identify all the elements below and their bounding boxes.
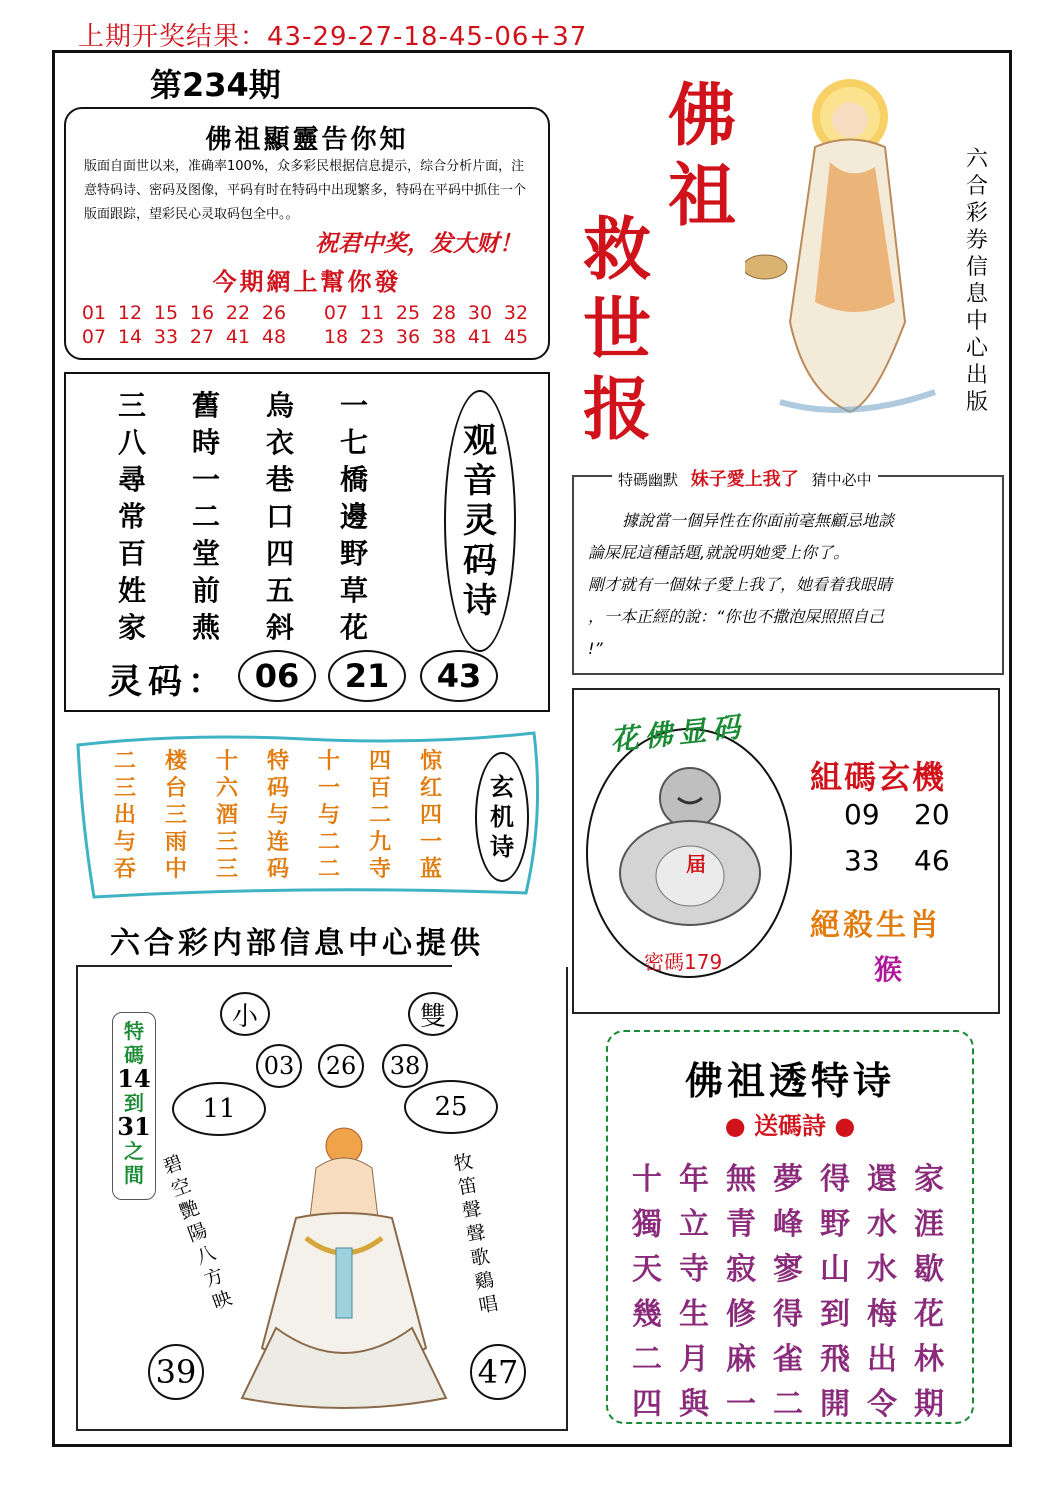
notice-number: 41 bbox=[225, 326, 251, 348]
xuanji-char: 特 bbox=[267, 748, 290, 774]
notice-number: 22 bbox=[225, 302, 251, 324]
fozu-char: 野 bbox=[820, 1207, 850, 1242]
fozu-poem-title: 佛祖透特诗 bbox=[684, 1058, 895, 1103]
notice-number: 26 bbox=[261, 302, 287, 324]
fozu-char: 雀 bbox=[773, 1342, 803, 1377]
fozu-char: 一 bbox=[726, 1387, 756, 1422]
poem-char: 時 bbox=[192, 426, 221, 459]
kill-value: 猴 bbox=[874, 953, 903, 986]
humor-label-right: 猜中必中 bbox=[811, 471, 872, 489]
poem-char: 一 bbox=[192, 463, 221, 496]
xuanji-side-label: 玄机诗 bbox=[475, 752, 529, 882]
last-result-label: 上期开奖结果： bbox=[78, 22, 268, 52]
notice-numbers-right bbox=[318, 302, 534, 348]
xuanji-poem-grid bbox=[114, 744, 471, 882]
xuanji-char: 一 bbox=[318, 775, 341, 801]
xuanji-char: 二 bbox=[369, 802, 392, 828]
notice-number: 16 bbox=[189, 302, 215, 324]
notice-number: 18 bbox=[323, 326, 349, 348]
humor-title: 妹子愛上我了 bbox=[690, 469, 799, 490]
fozu-char: 麻 bbox=[726, 1342, 756, 1377]
xuanji-char: 码 bbox=[267, 856, 290, 882]
range-line: 之 bbox=[124, 1139, 144, 1163]
fozu-char: 花 bbox=[914, 1297, 944, 1332]
combo-number: 09 bbox=[844, 798, 880, 831]
poem-char: 衣 bbox=[266, 426, 295, 459]
notice-number: 07 bbox=[81, 326, 107, 348]
buddha-secret-code: 密碼179 bbox=[644, 950, 723, 974]
poem-char: 四 bbox=[266, 537, 295, 570]
fozu-char: 獨 bbox=[632, 1207, 662, 1242]
guanyin-poem-box bbox=[64, 372, 550, 712]
fozu-poem-grid bbox=[632, 1154, 961, 1424]
title-char-fo: 佛 bbox=[668, 76, 737, 156]
combo-title: 組碼玄機 bbox=[810, 758, 947, 796]
fozu-char: 令 bbox=[867, 1387, 897, 1422]
title-char-jiu: 救 bbox=[583, 210, 652, 290]
poem-char: 常 bbox=[118, 500, 147, 533]
special-section-gap bbox=[452, 963, 570, 967]
bottom-left-number: 39 bbox=[148, 1344, 204, 1400]
humor-line: 論屎屁這種話題,就說明她愛上你了。 bbox=[588, 543, 850, 562]
xuanji-char: 三 bbox=[114, 775, 137, 801]
fozu-char: 出 bbox=[867, 1342, 897, 1377]
fozu-char: 月 bbox=[679, 1342, 709, 1377]
fozu-char: 立 bbox=[679, 1207, 709, 1242]
fozu-char: 山 bbox=[820, 1252, 850, 1287]
poem-char: 五 bbox=[266, 574, 295, 607]
left-verse: 碧空艷陽八方映 bbox=[160, 1151, 235, 1315]
humor-line: ，一本正經的說：“你也不撒泡屎照照自己 bbox=[588, 607, 885, 626]
range-line: 到 bbox=[124, 1091, 144, 1115]
special-range-box bbox=[112, 1012, 156, 1200]
xuanji-char: 码 bbox=[267, 775, 290, 801]
parity-label: 雙 bbox=[408, 992, 458, 1036]
fozu-char: 水 bbox=[867, 1252, 897, 1287]
fozu-char: 夢 bbox=[773, 1162, 803, 1197]
poem-char: 尋 bbox=[118, 463, 147, 496]
fozu-char: 二 bbox=[773, 1387, 803, 1422]
humor-line: 據說當一個异性在你面前毫無顧忌地談 bbox=[622, 511, 895, 530]
last-result-numbers: 43-29-27-18-45-06+37 bbox=[267, 22, 588, 52]
xuanji-char: 与 bbox=[114, 829, 137, 855]
notice-number: 11 bbox=[359, 302, 385, 324]
xuanji-char: 二 bbox=[318, 829, 341, 855]
right-verse: 牧笛聲聲歌鷄唱 bbox=[452, 1150, 500, 1318]
poem-char: 舊 bbox=[192, 389, 221, 422]
code-label: 灵码： bbox=[108, 662, 228, 702]
humor-line: !” bbox=[588, 639, 603, 658]
xuanji-char: 蓝 bbox=[420, 856, 443, 882]
guanyin-standing-illustration bbox=[745, 72, 960, 422]
laughing-buddha-illustration bbox=[610, 758, 770, 928]
fozu-char: 涯 bbox=[914, 1207, 944, 1242]
left-number: 11 bbox=[172, 1082, 266, 1136]
publisher-vertical: 六合彩券信息中心出版 bbox=[965, 147, 988, 415]
xuanji-char: 二 bbox=[318, 856, 341, 882]
notice-subtitle: 今期網上幫你發 bbox=[212, 267, 402, 296]
bullet-icon: ● bbox=[724, 1112, 746, 1140]
poem-char: 巷 bbox=[266, 463, 295, 496]
right-number: 25 bbox=[404, 1080, 498, 1134]
poem-char: 堂 bbox=[192, 537, 221, 570]
top-number-1: 03 bbox=[256, 1044, 302, 1088]
fozu-poem-box bbox=[606, 1030, 974, 1424]
guanyin-seated-illustration bbox=[236, 1098, 454, 1414]
humor-body bbox=[588, 505, 994, 665]
fozu-char: 幾 bbox=[632, 1297, 662, 1332]
notice-number: 41 bbox=[467, 326, 493, 348]
xuanji-char: 台 bbox=[165, 775, 188, 801]
xuanji-char: 雨 bbox=[165, 829, 188, 855]
poem-char: 二 bbox=[192, 500, 221, 533]
poem-char: 前 bbox=[192, 574, 221, 607]
notice-number: 27 bbox=[189, 326, 215, 348]
notice-number: 14 bbox=[117, 326, 143, 348]
notice-number: 36 bbox=[395, 326, 421, 348]
humor-label-left: 特碼幽默 bbox=[618, 471, 679, 489]
buddha-center-char: 届 bbox=[686, 852, 706, 876]
notice-box bbox=[64, 107, 550, 360]
fozu-char: 林 bbox=[914, 1342, 944, 1377]
notice-numbers-left bbox=[76, 302, 292, 348]
notice-number: 38 bbox=[431, 326, 457, 348]
notice-number: 12 bbox=[117, 302, 143, 324]
fozu-char: 梅 bbox=[867, 1297, 897, 1332]
notice-number: 30 bbox=[467, 302, 493, 324]
fozu-char: 家 bbox=[914, 1162, 944, 1197]
fozu-poem-subtitle-wrap bbox=[608, 1106, 972, 1141]
fozu-char: 青 bbox=[726, 1207, 756, 1242]
fozu-char: 二 bbox=[632, 1342, 662, 1377]
bottom-right-number: 47 bbox=[470, 1344, 526, 1400]
fozu-char: 修 bbox=[726, 1297, 756, 1332]
issue-number: 第234期 bbox=[150, 66, 281, 104]
xuanji-char: 与 bbox=[318, 802, 341, 828]
humor-header bbox=[612, 465, 878, 491]
fozu-char: 開 bbox=[820, 1387, 850, 1422]
poem-char: 烏 bbox=[266, 389, 295, 422]
combo-number: 46 bbox=[914, 844, 950, 877]
title-char-shi: 世 bbox=[583, 290, 652, 370]
last-result bbox=[78, 16, 587, 53]
xuanji-char: 吞 bbox=[114, 856, 137, 882]
fozu-char: 無 bbox=[726, 1162, 756, 1197]
code-number-2: 21 bbox=[328, 650, 406, 702]
fozu-char: 歇 bbox=[914, 1252, 944, 1287]
xuanji-char: 六 bbox=[216, 775, 239, 801]
humor-line: 剛才就有一個妹子愛上我了，她看着我眼睛 bbox=[588, 575, 893, 594]
fozu-char: 期 bbox=[914, 1387, 944, 1422]
poem-char: 三 bbox=[118, 389, 147, 422]
poem-char: 燕 bbox=[192, 611, 221, 644]
range-line: 間 bbox=[124, 1163, 144, 1187]
buddha-arc-title: 花佛显码 bbox=[608, 709, 748, 758]
poem-char: 野 bbox=[340, 537, 369, 570]
xuanji-char: 惊 bbox=[420, 748, 443, 774]
notice-number: 48 bbox=[261, 326, 287, 348]
fozu-char: 飛 bbox=[820, 1342, 850, 1377]
fozu-char: 峰 bbox=[773, 1207, 803, 1242]
xuanji-char: 中 bbox=[165, 856, 188, 882]
fozu-char: 寥 bbox=[773, 1252, 803, 1287]
xuanji-char: 三 bbox=[165, 802, 188, 828]
poem-char: 一 bbox=[340, 389, 369, 422]
title-char-zu: 祖 bbox=[668, 156, 737, 236]
fozu-char: 四 bbox=[632, 1387, 662, 1422]
fozu-char: 十 bbox=[632, 1162, 662, 1197]
fozu-char: 寂 bbox=[726, 1252, 756, 1287]
bullet-icon: ● bbox=[834, 1112, 856, 1140]
poem-char: 口 bbox=[266, 500, 295, 533]
range-line: 31 bbox=[117, 1112, 151, 1141]
notice-number: 15 bbox=[153, 302, 179, 324]
provider-line: 六合彩内部信息中心提供 bbox=[110, 926, 484, 961]
poem-char: 花 bbox=[340, 611, 369, 644]
poem-char: 姓 bbox=[118, 574, 147, 607]
xuanji-char: 楼 bbox=[165, 748, 188, 774]
notice-number: 01 bbox=[81, 302, 107, 324]
poem-char: 家 bbox=[118, 611, 147, 644]
size-label: 小 bbox=[220, 992, 270, 1036]
fozu-char: 寺 bbox=[679, 1252, 709, 1287]
xuanji-char: 酒 bbox=[216, 802, 239, 828]
poem-char: 斜 bbox=[266, 611, 295, 644]
range-line: 14 bbox=[117, 1064, 151, 1093]
notice-slogan: 祝君中奖，发大财！ bbox=[315, 231, 522, 257]
xuanji-char: 寺 bbox=[369, 856, 392, 882]
range-line: 特 bbox=[124, 1019, 144, 1043]
fozu-char: 水 bbox=[867, 1207, 897, 1242]
fozu-char: 得 bbox=[773, 1297, 803, 1332]
fozu-char: 得 bbox=[820, 1162, 850, 1197]
xuanji-char: 百 bbox=[369, 775, 392, 801]
code-number-3: 43 bbox=[420, 650, 498, 702]
buddha-code-box bbox=[572, 688, 1000, 1014]
special-range-text bbox=[113, 1019, 155, 1187]
xuanji-char: 连 bbox=[267, 829, 290, 855]
poem-char: 七 bbox=[340, 426, 369, 459]
poem-char: 草 bbox=[340, 574, 369, 607]
poem-char: 百 bbox=[118, 537, 147, 570]
notice-number: 28 bbox=[431, 302, 457, 324]
xuanji-char: 四 bbox=[420, 802, 443, 828]
combo-number: 33 bbox=[844, 844, 880, 877]
poem-char: 橋 bbox=[340, 463, 369, 496]
xuanji-char: 四 bbox=[369, 748, 392, 774]
range-line: 碼 bbox=[124, 1043, 144, 1067]
humor-box bbox=[572, 469, 1004, 675]
combo-numbers bbox=[844, 798, 984, 890]
notice-number: 45 bbox=[503, 326, 529, 348]
fozu-char: 生 bbox=[679, 1297, 709, 1332]
fozu-char: 年 bbox=[679, 1162, 709, 1197]
xuanji-char: 与 bbox=[267, 802, 290, 828]
notice-title: 佛祖顯靈告你知 bbox=[205, 125, 409, 155]
fozu-poem-subtitle: 送碼詩 bbox=[754, 1112, 826, 1140]
xuanji-char: 一 bbox=[420, 829, 443, 855]
poem-char: 八 bbox=[118, 426, 147, 459]
combo-number: 20 bbox=[914, 798, 950, 831]
fozu-char: 與 bbox=[679, 1387, 709, 1422]
title-char-bao: 报 bbox=[583, 370, 652, 450]
poem-char: 邊 bbox=[340, 500, 369, 533]
xuanji-char: 九 bbox=[369, 829, 392, 855]
xuanji-char: 红 bbox=[420, 775, 443, 801]
notice-body: 版面自面世以来，准确率100%，众多彩民根据信息提示，综合分析片面，注意特码诗、密码及图像，平码有时在特码中出现繁多，特码在平码中抓住一个版面跟踪，望彩民心灵取码包全中。。 bbox=[84, 159, 527, 222]
guanyin-poem-grid bbox=[118, 384, 414, 643]
fozu-char: 到 bbox=[820, 1297, 850, 1332]
xuanji-char: 出 bbox=[114, 802, 137, 828]
xuanji-char: 二 bbox=[114, 748, 137, 774]
fozu-char: 天 bbox=[632, 1252, 662, 1287]
xuanji-char: 三 bbox=[216, 829, 239, 855]
guanyin-poem-side-label: 观音灵码诗 bbox=[444, 390, 516, 652]
xuanji-char: 十 bbox=[216, 748, 239, 774]
notice-number: 32 bbox=[503, 302, 529, 324]
notice-number: 07 bbox=[323, 302, 349, 324]
notice-number: 23 bbox=[359, 326, 385, 348]
notice-number: 25 bbox=[395, 302, 421, 324]
fozu-char: 還 bbox=[867, 1162, 897, 1197]
top-number-2: 26 bbox=[318, 1044, 364, 1088]
xuanji-char: 十 bbox=[318, 748, 341, 774]
top-number-3: 38 bbox=[382, 1044, 428, 1088]
code-number-1: 06 bbox=[238, 650, 316, 702]
notice-number: 33 bbox=[153, 326, 179, 348]
xuanji-char: 三 bbox=[216, 856, 239, 882]
kill-title: 絕殺生肖 bbox=[810, 908, 942, 943]
